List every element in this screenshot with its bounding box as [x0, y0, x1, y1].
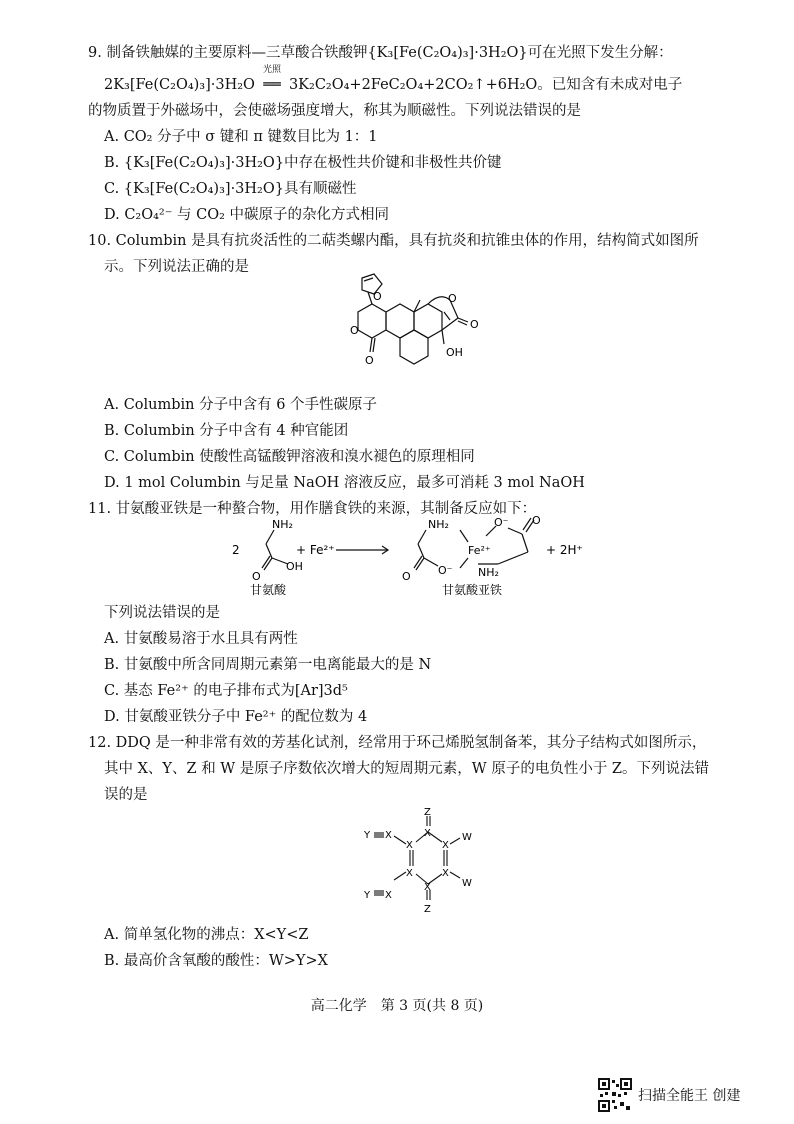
q11-option-a: A. 甘氨酸易溶于水且具有两性: [104, 631, 298, 647]
q11-reaction-scheme: [228, 514, 608, 598]
q11-glycine-oh: OH: [286, 560, 303, 573]
q10-ring-o-label: O: [350, 324, 359, 337]
q9-option-d: D. C₂O₄²⁻ 与 CO₂ 中碳原子的杂化方式相同: [104, 207, 390, 223]
q9-stem-line1: 9. 制备铁触媒的主要原料—三草酸合铁酸钾{K₃[Fe(C₂O₄)₃]·3H₂O}可在光照下发生分解：: [88, 45, 673, 61]
q9-eq-condition: 光照: [262, 65, 281, 75]
q12-stem-line3: 误的是: [104, 787, 148, 803]
q9-eq-arrow: 光照 ══: [255, 76, 289, 94]
q12-x-lower-right: X: [442, 868, 449, 879]
q12-x-bottom: X: [424, 882, 431, 893]
q12-stem-line1: 12. DDQ 是一种非常有效的芳基化试剂，经常用于环己烯脱氢制备苯，其分子结构式如图所示，: [88, 735, 707, 751]
q11-option-c: C. 基态 Fe²⁺ 的电子排布式为[Ar]3d⁵: [104, 683, 348, 699]
q12-z-top: Z: [424, 808, 431, 818]
q12-x-cyano-lower: X: [385, 890, 392, 901]
q11-plus-h: + 2H⁺: [546, 543, 583, 557]
q9-stem-line3: 的物质置于外磁场中，会使磁场强度增大，称其为顺磁性。下列说法错误的是: [88, 103, 581, 119]
q11-chelate-o-left: O: [402, 570, 411, 583]
q12-x-upper-left: X: [406, 840, 413, 851]
q10-stem-line2: 示。下列说法正确的是: [104, 259, 249, 275]
q9-option-a: A. CO₂ 分子中 σ 键和 π 键数目比为 1：1: [104, 129, 378, 145]
q10-option-c: C. Columbin 使酸性高锰酸钾溶液和溴水褪色的原理相同: [104, 449, 475, 465]
q12-ddq-structure: [358, 808, 488, 920]
q11-chelate-nh2-right: NH₂: [478, 566, 499, 579]
q10-stem-line1: 10. Columbin 是具有抗炎活性的二萜类螺内酯，具有抗炎和抗锥虫体的作用，结构简式如图所: [88, 233, 699, 249]
q11-option-d: D. 甘氨酸亚铁分子中 Fe²⁺ 的配位数为 4: [104, 709, 368, 725]
q11-option-b: B. 甘氨酸中所含同周期元素第一电离能最大的是 N: [104, 657, 432, 673]
q12-w-upper: W: [462, 832, 472, 843]
q12-x-top: X: [424, 828, 431, 839]
q11-plus-fe: + Fe²⁺: [296, 543, 335, 557]
q12-y-cyano-lower: Y: [364, 890, 371, 901]
q12-y-cyano-upper: Y: [364, 830, 371, 841]
q10-furan-o-label: O: [373, 290, 382, 303]
q12-x-cyano-upper: X: [385, 830, 392, 841]
q10-option-d: D. 1 mol Columbin 与足量 NaOH 溶液反应，最多可消耗 3 mol NaOH: [104, 475, 585, 491]
q11-chelate-o-right: O: [532, 514, 541, 527]
q10-carbonyl-o-label: O: [365, 354, 374, 367]
q12-w-lower: W: [462, 878, 472, 889]
q11-chelate-nh2-left: NH₂: [428, 518, 449, 531]
q11-stem-line1: 11. 甘氨酸亚铁是一种螯合物，用作膳食铁的来源，其制备反应如下：: [88, 501, 537, 517]
q10-ketone-o-label: O: [470, 318, 479, 331]
q11-stem-question: 下列说法错误的是: [104, 605, 220, 621]
q9-equation: [104, 65, 683, 94]
q9-option-b: B. {K₃[Fe(C₂O₄)₃]·3H₂O}中存在极性共价键和非极性共价键: [104, 155, 502, 171]
page-footer: 高二化学 第 3 页(共 8 页): [310, 998, 484, 1014]
q11-label-glycine: 甘氨酸: [250, 583, 287, 597]
q10-option-a: A. Columbin 分子中含有 6 个手性碳原子: [104, 397, 378, 413]
q10-option-b: B. Columbin 分子中含有 4 种官能团: [104, 423, 349, 439]
q12-option-b: B. 最高价含氧酸的酸性：W>Y>X: [104, 953, 328, 969]
q11-chelate-ominus-left: O⁻: [438, 564, 453, 577]
q12-option-a: A. 简单氢化物的沸点：X<Y<Z: [104, 927, 309, 943]
q12-z-bottom: Z: [424, 904, 431, 915]
q9-eq-right: 3K₂C₂O₄+2FeC₂O₄+2CO₂↑+6H₂O。已知含有未成对电子: [288, 77, 683, 93]
q11-glycine-nh2: NH₂: [272, 518, 293, 531]
q12-x-lower-left: X: [406, 868, 413, 879]
q10-columbin-structure: [340, 272, 500, 390]
q9-eq-left: 2K₃[Fe(C₂O₄)₃]·3H₂O: [104, 77, 255, 93]
q11-label-ferrous-glycinate: 甘氨酸亚铁: [442, 583, 503, 597]
q11-iron-center: Fe²⁺: [468, 544, 491, 557]
q11-glycine-o: O: [252, 570, 261, 583]
q11-chelate-ominus-right: O⁻: [494, 516, 509, 529]
q12-stem-line2: 其中 X、Y、Z 和 W 是原子序数依次增大的短周期元素，W 原子的电负性小于 Z。下列说法错: [104, 761, 710, 777]
scanner-brand-label: 扫描全能王 创建: [638, 1088, 741, 1104]
q9-option-c: C. {K₃[Fe(C₂O₄)₃]·3H₂O}具有顺磁性: [104, 181, 357, 197]
q12-x-upper-right: X: [442, 840, 449, 851]
q11-coefficient: 2: [232, 543, 240, 557]
q10-oh-label: OH: [446, 346, 463, 359]
q10-bridge-o-label: O: [448, 292, 457, 305]
qr-code-icon: [598, 1078, 632, 1112]
